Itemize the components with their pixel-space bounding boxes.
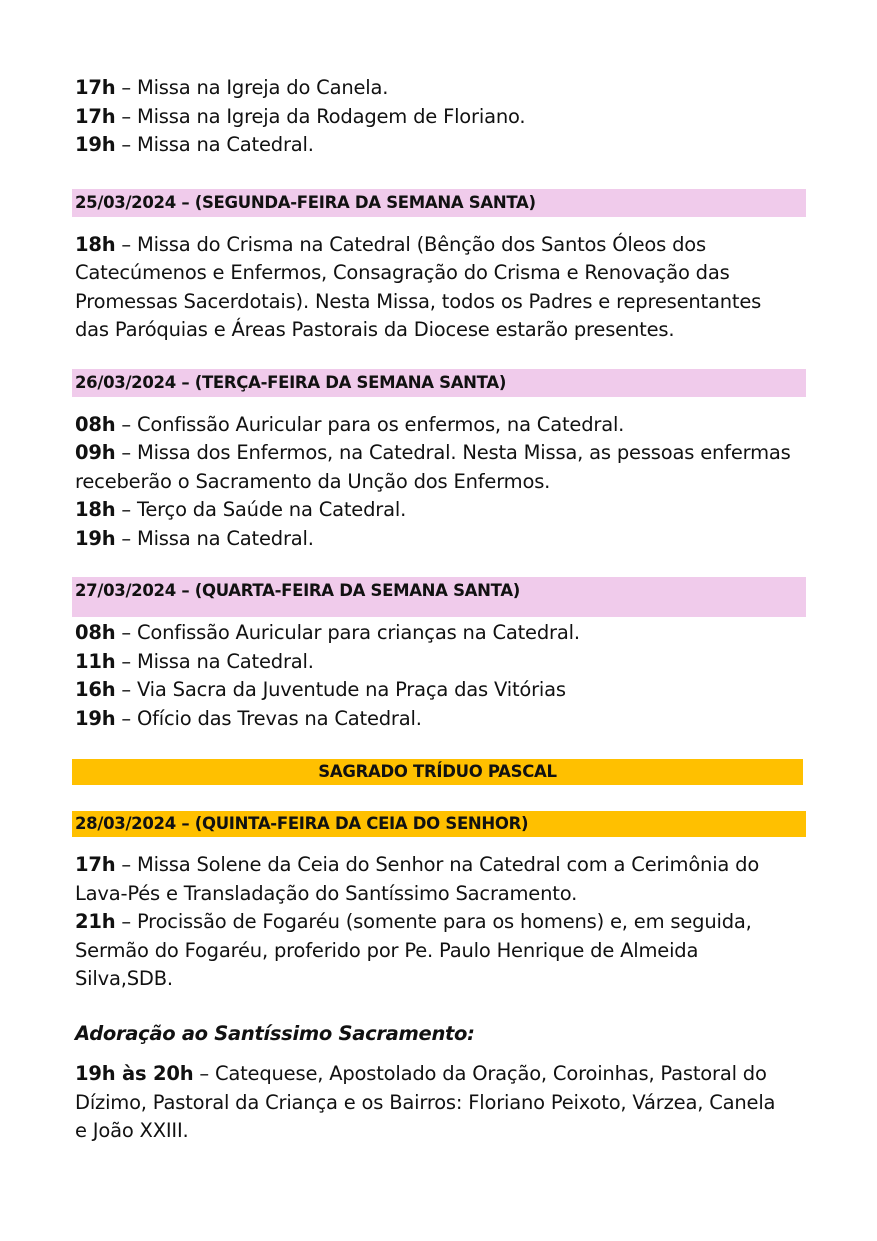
schedule-time: 21h <box>75 910 116 933</box>
schedule-text: – Missa na Igreja do Canela. <box>115 76 389 99</box>
schedule-time: 16h <box>75 678 116 701</box>
schedule-time: 17h <box>75 104 116 128</box>
schedule-text: – Procissão de Fogaréu (somente para os homens) e, em seguida, <box>115 910 752 933</box>
schedule-time: 18h <box>75 232 116 256</box>
schedule-line <box>75 908 806 937</box>
schedule-time: 08h <box>75 621 116 644</box>
document-page <box>75 74 806 1146</box>
schedule-text: – Ofício das Trevas na Catedral. <box>115 706 422 730</box>
schedule-text: – Missa do Crisma na Catedral (Bênção dos Santos Óleos dos <box>115 232 706 256</box>
triduo-header: SAGRADO TRÍDUO PASCAL <box>72 759 803 785</box>
schedule-time: 17h <box>75 76 116 99</box>
schedule-line: Catecúmenos e Enfermos, Consagração do Crisma e Renovação das <box>75 261 730 284</box>
schedule-text: – Confissão Auricular para crianças na Catedral. <box>115 621 580 644</box>
schedule-text: – Terço da Saúde na Catedral. <box>115 498 407 521</box>
schedule-line <box>75 439 806 468</box>
schedule-line <box>75 851 806 880</box>
schedule-line <box>75 496 806 525</box>
schedule-time: 19h <box>75 526 116 550</box>
schedule-text: – Missa Solene da Ceia do Senhor na Catedral com a Cerimônia do <box>115 853 760 876</box>
schedule-line <box>75 619 806 648</box>
schedule-line <box>75 676 806 705</box>
schedule-text: receberão o Sacramento da Unção dos Enfermos. <box>75 469 551 493</box>
schedule-text: – Via Sacra da Juventude na Praça das Vitórias <box>115 678 566 701</box>
day-header-quinta: 28/03/2024 – (QUINTA-FEIRA DA CEIA DO SENHOR) <box>72 811 806 837</box>
schedule-line <box>75 965 806 994</box>
schedule-line <box>75 131 806 160</box>
day-header-quarta: 27/03/2024 – (QUARTA-FEIRA DA SEMANA SANTA) <box>72 577 806 617</box>
schedule-text: – Confissão Auricular para os enfermos, na Catedral. <box>115 412 625 436</box>
schedule-line <box>75 74 806 103</box>
day-header-segunda: 25/03/2024 – (SEGUNDA-FEIRA DA SEMANA SANTA) <box>72 189 806 217</box>
schedule-time: 19h às 20h <box>75 1062 194 1085</box>
schedule-line <box>75 937 806 966</box>
schedule-time: 19h <box>75 706 116 730</box>
schedule-line: Promessas Sacerdotais). Nesta Missa, todos os Padres e representantes <box>75 289 762 313</box>
schedule-time: 17h <box>75 853 116 876</box>
schedule-text: – Catequese, Apostolado da Oração, Coroinhas, Pastoral do <box>193 1062 767 1085</box>
schedule-line: das Paróquias e Áreas Pastorais da Diocese estarão presentes. <box>75 318 675 341</box>
schedule-line: Dízimo, Pastoral da Criança e os Bairros: Floriano Peixoto, Várzea, Canela <box>75 1090 776 1114</box>
schedule-time: 19h <box>75 133 116 156</box>
schedule-text: – Missa na Catedral. <box>115 526 314 550</box>
schedule-text: – Missa na Catedral. <box>115 133 314 156</box>
schedule-text: – Missa dos Enfermos, na Catedral. Nesta Missa, as pessoas enfermas <box>115 441 791 464</box>
schedule-line: e João XXIII. <box>75 1119 189 1142</box>
schedule-line <box>75 1060 806 1089</box>
schedule-text: Sermão do Fogaréu, proferido por Pe. Paulo Henrique de Almeida <box>75 938 699 962</box>
schedule-text: – Missa na Igreja da Rodagem de Floriano. <box>115 104 526 128</box>
schedule-text: Lava-Pés e Transladação do Santíssimo Sacramento. <box>75 881 578 905</box>
schedule-line <box>75 880 806 909</box>
schedule-text: Silva,SDB. <box>75 967 173 990</box>
schedule-line <box>75 705 806 734</box>
schedule-line <box>75 468 806 497</box>
schedule-line <box>75 648 806 677</box>
schedule-text: – Missa na Catedral. <box>115 649 314 673</box>
day-header-terca: 26/03/2024 – (TERÇA-FEIRA DA SEMANA SANTA) <box>72 369 806 397</box>
schedule-time: 09h <box>75 441 116 464</box>
schedule-time: 18h <box>75 498 116 521</box>
schedule-line <box>75 525 806 554</box>
schedule-time: 08h <box>75 412 116 436</box>
schedule-time: 11h <box>75 649 116 673</box>
schedule-line <box>75 231 806 260</box>
schedule-line <box>75 411 806 440</box>
adoracao-title: Adoração ao Santíssimo Sacramento: <box>75 1021 475 1045</box>
schedule-line <box>75 103 806 132</box>
